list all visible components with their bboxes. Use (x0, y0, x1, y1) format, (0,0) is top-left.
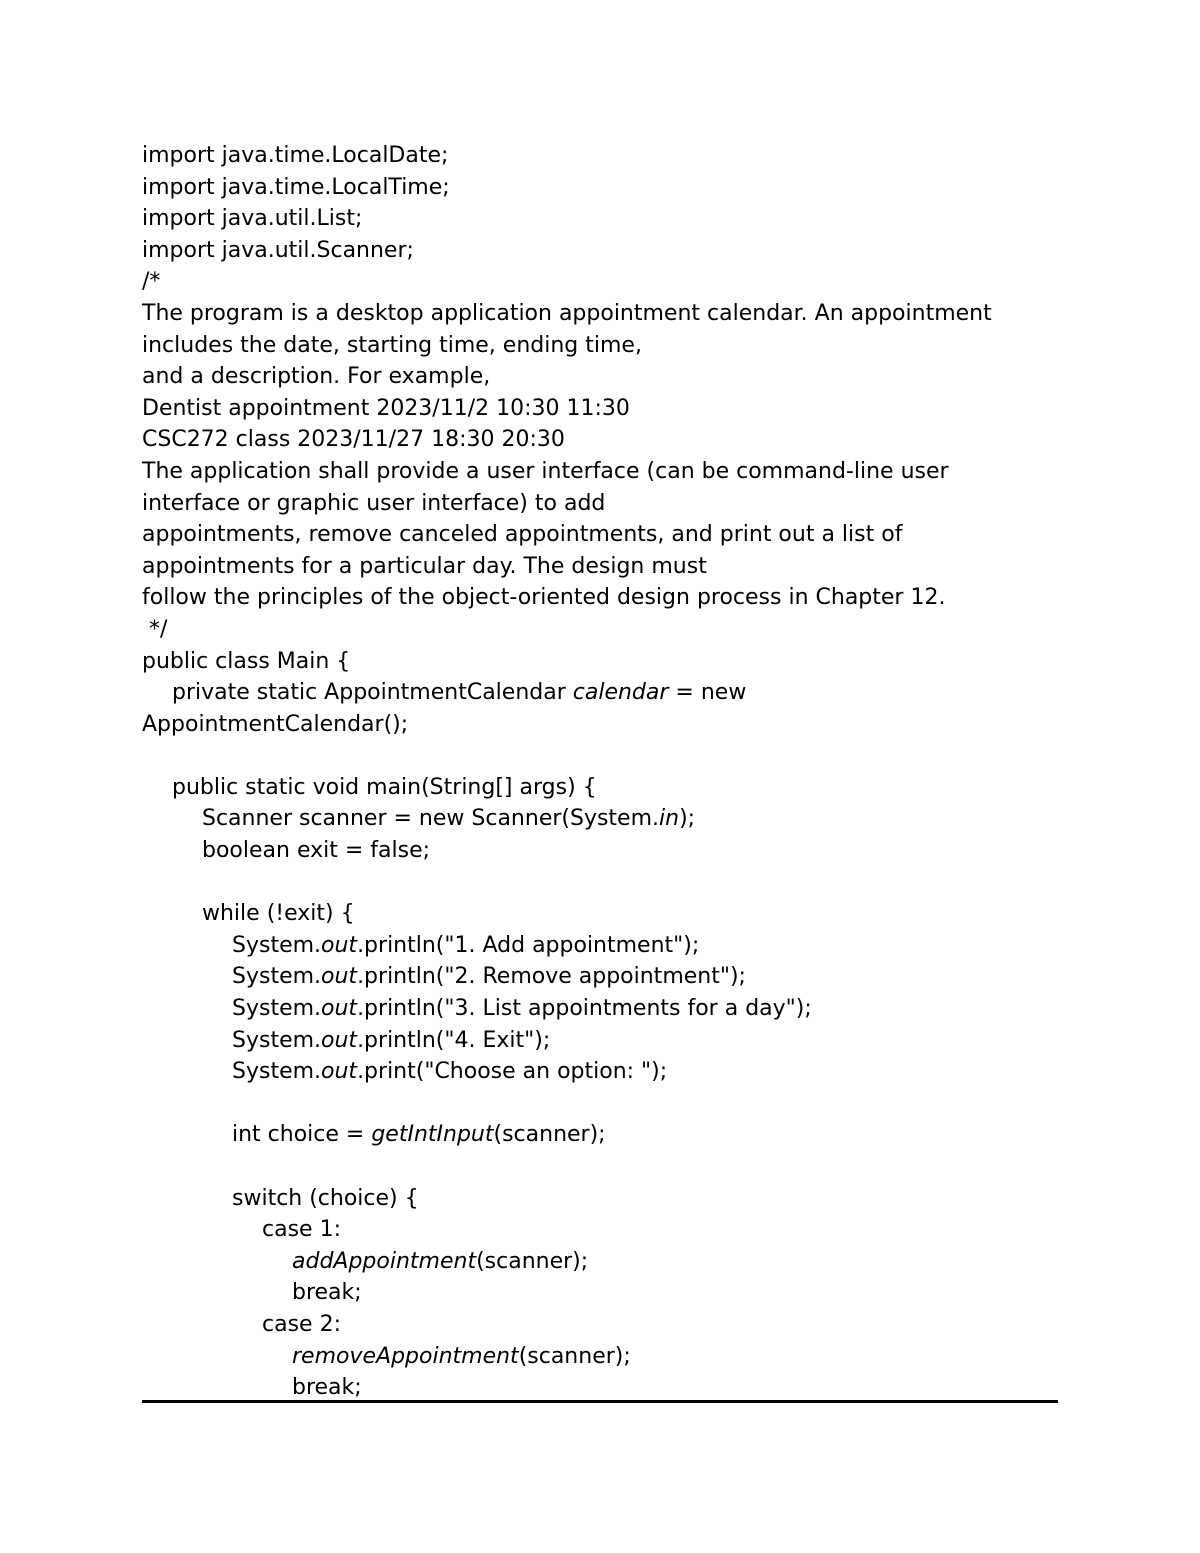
scanner-decl-end: ); (679, 806, 696, 832)
print-statement (142, 1056, 1072, 1088)
println-statement (142, 961, 1072, 993)
sysout-field: out (321, 1059, 358, 1085)
comment-line: appointments for a particular day. The design must (142, 553, 707, 579)
blank-line (142, 867, 1072, 899)
println-call: .println("2. Remove appointment"); (357, 964, 746, 990)
println-call: .println("1. Add appointment"); (357, 932, 700, 958)
print-call: .print("Choose an option: "); (357, 1059, 668, 1085)
blank-line (142, 1151, 1072, 1183)
comment-line: The program is a desktop application appointment calendar. An appointment (142, 300, 992, 326)
case-label: case 1: (262, 1217, 341, 1243)
system-in-field: in (659, 806, 680, 832)
field-declaration-continued: AppointmentCalendar(); (142, 711, 409, 737)
break-statement: break; (292, 1375, 362, 1401)
exit-declaration: boolean exit = false; (202, 838, 431, 864)
println-statement (142, 993, 1072, 1025)
blank-line (142, 740, 1072, 772)
field-decl-start: private static AppointmentCalendar (172, 680, 573, 706)
code-listing (142, 140, 1072, 1404)
comment-close: */ (142, 616, 168, 642)
println-call: .println("3. List appointments for a day"); (357, 996, 812, 1022)
add-appointment-method: addAppointment (292, 1248, 477, 1274)
switch-statement: switch (choice) { (232, 1185, 419, 1211)
import-line: import java.time.LocalTime; (142, 174, 450, 200)
main-method-declaration: public static void main(String[] args) { (172, 774, 597, 800)
scanner-decl-start: Scanner scanner = new Scanner(System. (202, 806, 660, 832)
comment-line: includes the date, starting time, ending time, (142, 332, 642, 358)
call-args: (scanner); (518, 1343, 631, 1369)
sysout-field: out (321, 932, 358, 958)
sysout-prefix: System. (232, 996, 322, 1022)
add-appointment-call (142, 1246, 1072, 1278)
blank-line (142, 1088, 1072, 1120)
field-decl-end: = new (668, 680, 747, 706)
field-name: calendar (572, 680, 669, 706)
sysout-prefix: System. (232, 932, 322, 958)
sysout-field: out (321, 996, 358, 1022)
comment-line: interface or graphic user interface) to add (142, 490, 606, 516)
remove-appointment-method: removeAppointment (292, 1343, 519, 1369)
println-call: .println("4. Exit"); (357, 1027, 551, 1053)
break-statement: break; (292, 1280, 362, 1306)
import-line: import java.util.List; (142, 206, 363, 232)
sysout-prefix: System. (232, 1059, 322, 1085)
comment-line: and a description. For example, (142, 364, 491, 390)
comment-line: appointments, remove canceled appointments, and print out a list of (142, 522, 903, 548)
choice-decl-end: (scanner); (493, 1122, 606, 1148)
comment-line: CSC272 class 2023/11/27 18:30 20:30 (142, 427, 565, 453)
choice-decl-start: int choice = (232, 1122, 372, 1148)
call-args: (scanner); (476, 1248, 589, 1274)
import-line: import java.time.LocalDate; (142, 143, 449, 168)
comment-line: Dentist appointment 2023/11/2 10:30 11:30 (142, 395, 630, 421)
comment-line: The application shall provide a user interface (can be command-line user (142, 458, 949, 484)
println-statement (142, 930, 1072, 962)
sysout-prefix: System. (232, 964, 322, 990)
remove-appointment-call (142, 1341, 1072, 1373)
class-declaration: public class Main { (142, 648, 351, 674)
field-declaration (142, 677, 1072, 709)
sysout-prefix: System. (232, 1027, 322, 1053)
comment-open: /* (142, 269, 161, 295)
println-statement (142, 1025, 1072, 1057)
sysout-field: out (321, 964, 358, 990)
get-int-input-method: getIntInput (371, 1122, 494, 1148)
sysout-field: out (321, 1027, 358, 1053)
page-bottom-rule (142, 1400, 1058, 1403)
comment-line: follow the principles of the object-oriented design process in Chapter 12. (142, 585, 946, 611)
import-line: import java.util.Scanner; (142, 237, 414, 263)
while-statement: while (!exit) { (202, 901, 355, 927)
choice-declaration (142, 1119, 1072, 1151)
case-label: case 2: (262, 1311, 341, 1337)
scanner-declaration (142, 803, 1072, 835)
